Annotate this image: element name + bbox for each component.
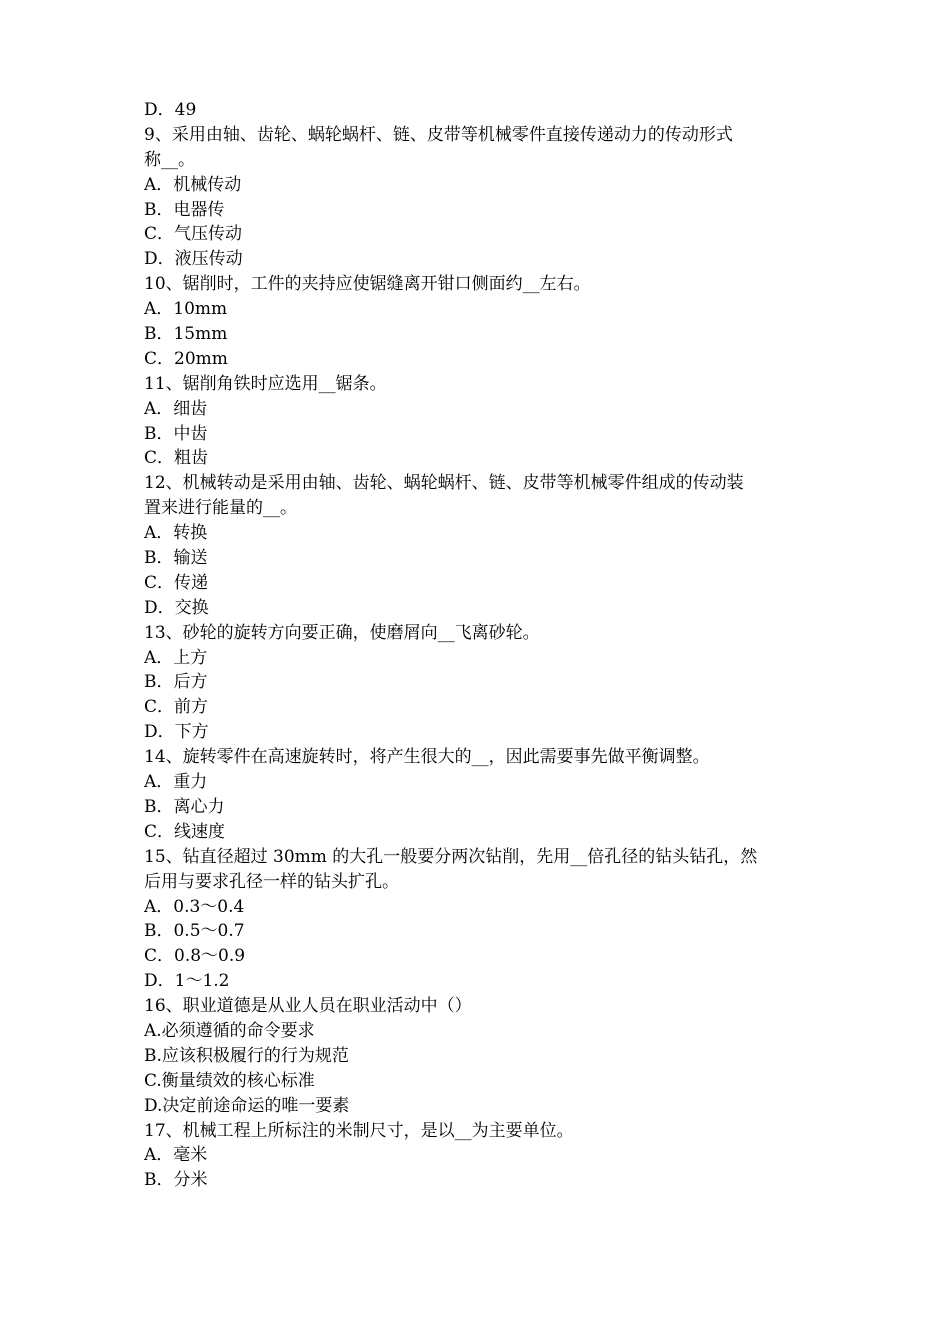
option-line: B．输送 — [144, 548, 208, 569]
question-line: 16、职业道德是从业人员在职业活动中（） — [144, 996, 472, 1017]
question-line: 置来进行能量的__。 — [144, 498, 297, 519]
question-line: 11、锯削角铁时应选用__锯条。 — [144, 373, 387, 394]
question-line: 13、砂轮的旋转方向要正确，使磨屑向__飞离砂轮。 — [144, 622, 540, 643]
option-line: A．重力 — [144, 772, 208, 793]
option-line: D．交换 — [144, 597, 209, 618]
option-line: B．中齿 — [144, 423, 208, 444]
option-line: A.必须遵循的命令要求 — [144, 1020, 315, 1041]
option-line: C．粗齿 — [144, 448, 209, 469]
option-line: B．分米 — [144, 1170, 208, 1191]
option-line: A．上方 — [144, 647, 208, 668]
option-line: A．转换 — [144, 523, 208, 544]
option-line: A．0.3～0.4 — [144, 896, 245, 917]
question-line: 14、旋转零件在高速旋转时，将产生很大的__，因此需要事先做平衡调整。 — [144, 747, 710, 768]
option-line: C．0.8～0.9 — [144, 946, 246, 967]
option-line: B.应该积极履行的行为规范 — [144, 1045, 349, 1066]
option-line: C．20mm — [144, 348, 228, 369]
option-line: B．0.5～0.7 — [144, 921, 245, 942]
question-line: 称__。 — [144, 149, 195, 170]
question-line: 17、机械工程上所标注的米制尺寸，是以__为主要单位。 — [144, 1120, 574, 1141]
option-line: C．气压传动 — [144, 224, 243, 245]
question-line: 15、钻直径超过 30mm 的大孔一般要分两次钻削，先用__倍孔径的钻头钻孔，然 — [144, 846, 758, 867]
option-line: C.衡量绩效的核心标准 — [144, 1070, 315, 1091]
question-line: 9、采用由轴、齿轮、蜗轮蜗杆、链、皮带等机械零件直接传递动力的传动形式 — [144, 124, 733, 145]
option-line: A．毫米 — [144, 1145, 208, 1166]
option-line: C．线速度 — [144, 821, 226, 842]
option-line: C．传递 — [144, 572, 209, 593]
option-line: A．细齿 — [144, 398, 208, 419]
option-line: D．49 — [144, 100, 197, 120]
option-line: D.决定前途命运的唯一要素 — [144, 1095, 350, 1116]
question-line: 后用与要求孔径一样的钻头扩孔。 — [144, 871, 399, 892]
document-page — [144, 98, 824, 1193]
option-line: D．液压传动 — [144, 249, 243, 270]
option-line: A．10mm — [144, 299, 228, 320]
option-line: D．下方 — [144, 722, 209, 743]
option-line: C．前方 — [144, 697, 209, 718]
option-line: A．机械传动 — [144, 174, 242, 195]
option-line: D．1～1.2 — [144, 971, 230, 992]
question-line: 10、锯削时，工件的夹持应使锯缝离开钳口侧面约__左右。 — [144, 274, 591, 295]
option-line: B．离心力 — [144, 796, 225, 817]
option-line: B．后方 — [144, 672, 208, 693]
option-line: B．15mm — [144, 324, 228, 345]
option-line: B．电器传 — [144, 199, 225, 220]
question-line: 12、机械转动是采用由轴、齿轮、蜗轮蜗杆、链、皮带等机械零件组成的传动装 — [144, 473, 744, 494]
